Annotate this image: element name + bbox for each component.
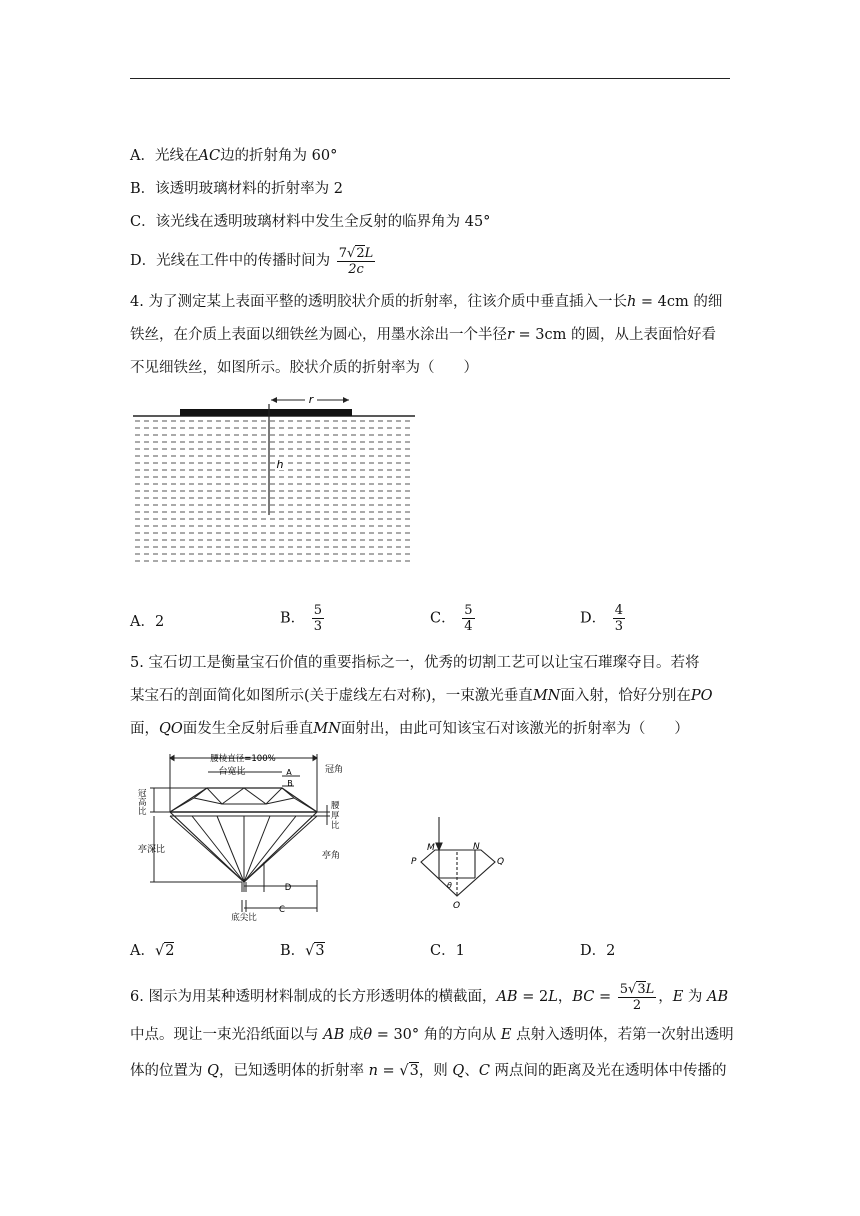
q5-stem-line2: 某宝石的剖面简化如图所示(关于虚线左右对称)，一束激光垂直MN面入射，恰好分别在PO	[130, 688, 713, 704]
q4-option-a: A．2	[130, 614, 165, 630]
m-label: M	[427, 843, 435, 853]
culet-label: 底尖比	[231, 913, 257, 922]
q4-option-b: B． $\frac{5}{3}$	[280, 603, 323, 634]
q4-option-c: C． $\frac{5}{4}$	[430, 603, 473, 634]
girdle-label-1: 腰	[331, 801, 340, 811]
theta-label: θ	[447, 881, 452, 890]
q5-stem-line3: 面，QO面发生全反射后垂直MN面射出，由此可知该宝石对该激光的折射率为（ ）	[130, 721, 689, 737]
crown-height-label-2: 高	[138, 798, 147, 808]
crown-height-label-3: 比	[138, 807, 147, 817]
pavilion-label: 亭深比	[138, 845, 166, 855]
q4-figure	[125, 390, 420, 565]
q3-option-d: D．光线在工件中的传播时间为 $\frac{7√2L}{2c}$	[130, 245, 374, 277]
q5-option-a: A．√2	[130, 943, 175, 959]
q5-option-d: D．2	[580, 943, 616, 959]
girdle-label-2: 厚	[331, 811, 340, 821]
q3-option-d-fraction: $\frac{7√2L}{2c}$	[338, 245, 374, 277]
q4-stem-line2: 铁丝，在介质上表面以细铁丝为圆心，用墨水涂出一个半径r = 3cm 的圆，从上表面恰好看	[130, 327, 717, 343]
bc-fraction: $\frac{5√3L}{2}$	[619, 981, 655, 1013]
q4-option-d: D． $\frac{4}{3}$	[580, 603, 624, 634]
q5-option-c: C．1	[430, 943, 465, 959]
r-label: r	[308, 393, 314, 406]
crown-height-label-1: 冠	[138, 789, 147, 799]
q3-option-c: C．该光线在透明玻璃材料中发生全反射的临界角为 45°	[130, 214, 491, 230]
q5-gem-figure	[132, 750, 352, 922]
d-label: D	[284, 883, 292, 893]
q6-stem-line3: 体的位置为 Q，已知透明体的折射率 n = √3，则 Q、C 两点间的距离及光在透明体中传播的	[130, 1063, 727, 1079]
q4-stem-line1: 4. 为了测定某上表面平整的透明胶状介质的折射率，往该介质中垂直插入一长h = 4cm 的细	[130, 294, 723, 310]
q6-stem-line2: 中点。现让一束光沿纸面以与 AB 成θ = 30° 角的方向从 E 点射入透明体，若第一次射出透明	[130, 1027, 734, 1043]
q5-option-b: B．√3	[280, 943, 325, 959]
medium-fill	[133, 418, 413, 562]
crown-angle-label: 冠角	[324, 765, 344, 775]
p-label: P	[411, 857, 417, 867]
pavilion-angle-label: 亭角	[322, 851, 341, 861]
b-label: B	[287, 779, 293, 788]
waist-label: 腰棱直径=100%	[210, 754, 276, 764]
h-label: h	[276, 458, 284, 471]
q6-stem-line1: 6. 图示为用某种透明材料制成的长方形透明体的横截面，AB = 2L，BC = $\frac{5√3L}{2}$ ，E 为 AB	[130, 981, 729, 1013]
table-label: 台宽比	[218, 767, 246, 777]
c-label: C	[279, 905, 285, 915]
a-label: A	[286, 768, 292, 777]
q5-stem-line1: 5. 宝石切工是衡量宝石价值的重要指标之一，优秀的切割工艺可以让宝石璀璨夺目。若将	[130, 655, 700, 671]
q5-prism-figure	[405, 812, 510, 912]
header-rule	[130, 78, 730, 79]
o-label: O	[453, 901, 461, 911]
q3-option-b: B．该透明玻璃材料的折射率为 2	[130, 181, 343, 197]
q4-stem-line3: 不见细铁丝，如图所示。胶状介质的折射率为（ ）	[130, 360, 478, 376]
n-label: N	[473, 842, 480, 852]
q3-option-a: A．光线在AC边的折射角为 60°	[130, 148, 338, 164]
girdle-label-3: 比	[331, 821, 340, 831]
q-label: Q	[497, 857, 505, 867]
ink-disc	[180, 409, 352, 416]
